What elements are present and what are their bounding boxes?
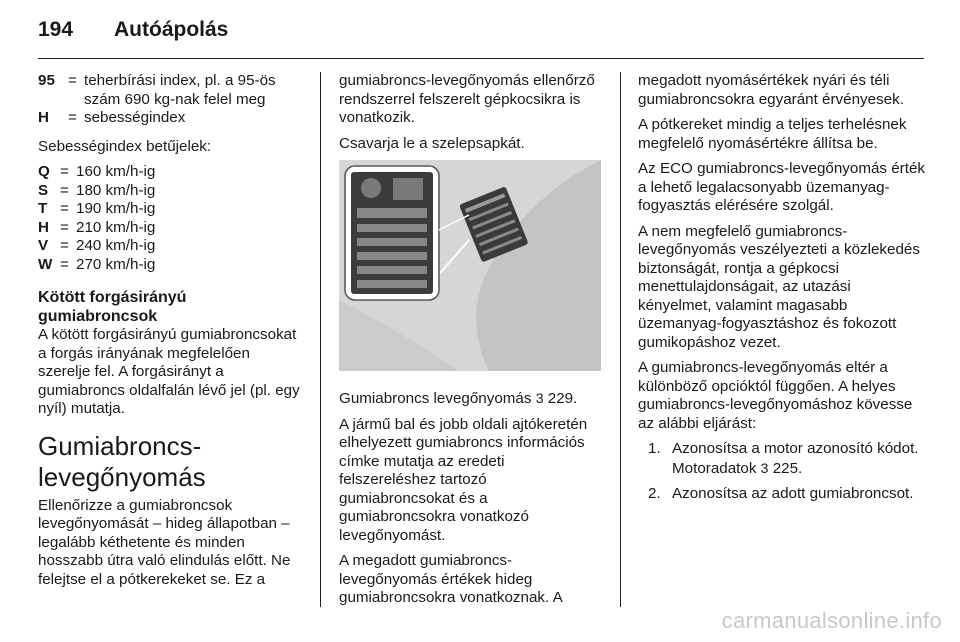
step-number: 1. (648, 440, 661, 457)
step-number: 2. (648, 485, 661, 502)
speed-index-intro: Sebességindex betűjelek: (38, 137, 212, 155)
speed-code-row (38, 163, 306, 182)
speed-code-letter: W (38, 255, 53, 273)
reference-page: 229. (547, 390, 578, 407)
def-equals: = (60, 255, 69, 273)
heading-line: Gumiabroncs- (38, 430, 202, 461)
speed-code-letter: T (38, 200, 48, 217)
column-divider-2 (620, 72, 621, 607)
def-equals: = (60, 200, 69, 217)
heading-line: Kötött forgásirányú (38, 289, 187, 306)
def-equals: = (60, 218, 69, 236)
page-reference-icon: 3 (535, 390, 544, 406)
page-title: Autóápolás (114, 18, 229, 41)
speed-code-row (38, 237, 306, 256)
procedure-step (648, 485, 928, 504)
def-value: teherbírási index, pl. a 95-ös szám 690 kg-nak felel meg (84, 72, 276, 108)
step-text: Azonosítsa az adott gumiabroncsot. (672, 485, 914, 502)
speed-code-value: 160 km/h-ig (76, 163, 156, 180)
paragraph: gumiabroncs-levegőnyomás ellenőrző rendszerrel felszerelt gépkocsikra is vonatkozik. (339, 72, 595, 126)
speed-code-row (38, 200, 306, 219)
speed-code-letter: V (38, 237, 49, 254)
column-2 (339, 72, 605, 615)
def-row-speed-index (38, 109, 306, 128)
tyre-pressure-heading (38, 431, 306, 493)
paragraph: Az ECO gumiabroncs-levegőnyomás érték a lehető legalacsonyabb üzemanyag-fogyasztás elérésére szolgál. (638, 160, 925, 214)
def-row-load-index (38, 72, 306, 109)
def-equals: = (68, 72, 77, 89)
procedure-step (648, 440, 928, 478)
speed-code-row (38, 256, 306, 275)
heading-line: levegőnyomás (38, 461, 206, 492)
speed-code-letter: Q (38, 163, 50, 180)
paragraph: A jármű bal és jobb oldali ajtókeretén elhelyezett gumiabroncs információs címke mutatja az eredeti felszereléshez tartozó gumiabroncsokat és a gumiabroncsokra vonatkozó levegőnyomást. (339, 415, 588, 544)
def-equals: = (60, 181, 69, 199)
page-number: 194 (38, 18, 74, 41)
paragraph: A pótkereket mindig a teljes terhelésnek megfelelő nyomásértékre állítsa be. (638, 116, 907, 152)
speed-code-value: 210 km/h-ig (76, 218, 156, 236)
speed-code-value: 240 km/h-ig (76, 237, 156, 254)
watermark: carmanualsonline.info (721, 608, 942, 633)
reference-page: 225. (772, 459, 803, 477)
paragraph: A nem megfelelő gumiabroncs-levegőnyomás veszélyezteti a közlekedés biztonságát, rontja a gépkocsi menettulajdonságait, az utazási kényelmet, valamint magasabb üzemanyag-fogyasztáshoz és fokozott gumikopáshoz vezet. (638, 222, 920, 351)
def-key: 95 (38, 72, 55, 89)
heading-line: gumiabroncsok (38, 308, 158, 325)
speed-code-row (38, 219, 306, 238)
directional-tyres-heading (38, 288, 306, 326)
directional-tyres-text: A kötött forgásirányú gumiabroncsokat a forgás irányának megfelelően szerelje fel. A forgásirányt a gumiabroncs oldalfalán lévő jel (pl. egy nyíl) mutatja. (38, 326, 300, 417)
column-divider-1 (320, 72, 321, 607)
step-body: Azonosítsa a motor azonosító kódot. Motoradatok (672, 440, 919, 477)
def-equals: = (60, 163, 69, 180)
def-key: H (38, 109, 49, 126)
door-frame-illustration (339, 160, 601, 371)
cross-reference (339, 389, 605, 409)
def-equals: = (60, 237, 69, 254)
speed-code-value: 270 km/h-ig (76, 255, 156, 273)
step-text (672, 440, 928, 478)
paragraph: A gumiabroncs-levegőnyomás eltér a különböző opcióktól függően. A helyes gumiabroncs-levegőnyomáshoz kövesse az alábbi eljárást: (638, 359, 913, 432)
column-3 (638, 72, 928, 511)
tyre-info-label-figure (339, 160, 601, 371)
paragraph: Csavarja le a szelepsapkát. (339, 134, 525, 152)
procedure-steps (638, 440, 928, 504)
def-equals: = (68, 109, 77, 126)
speed-code-letter: S (38, 181, 49, 199)
paragraph: A megadott gumiabroncs-levegőnyomás értékek hideg gumiabroncsokra vonatkoznak. A (339, 552, 563, 606)
reference-text: Gumiabroncs levegőnyomás (339, 390, 532, 407)
speed-code-value: 190 km/h-ig (76, 200, 156, 217)
header-divider (38, 58, 924, 59)
speed-code-value: 180 km/h-ig (76, 181, 156, 199)
speed-code-row (38, 182, 306, 201)
def-value: sebességindex (84, 109, 186, 126)
tyre-pressure-text: Ellenőrizze a gumiabroncsok levegőnyomását – hideg állapotban – legalább kéthetente és minden hosszabb útra való elindulás előtt. Ne felejtse el a pótkerekeket se. Ez a (38, 496, 291, 588)
speed-code-letter: H (38, 218, 49, 236)
speed-code-list (38, 163, 306, 274)
paragraph: megadott nyomásértékek nyári és téli gumiabroncsokra egyaránt érvényesek. (638, 72, 904, 108)
page-header (38, 14, 924, 58)
page-reference-icon: 3 (760, 459, 769, 476)
column-1 (38, 72, 306, 596)
